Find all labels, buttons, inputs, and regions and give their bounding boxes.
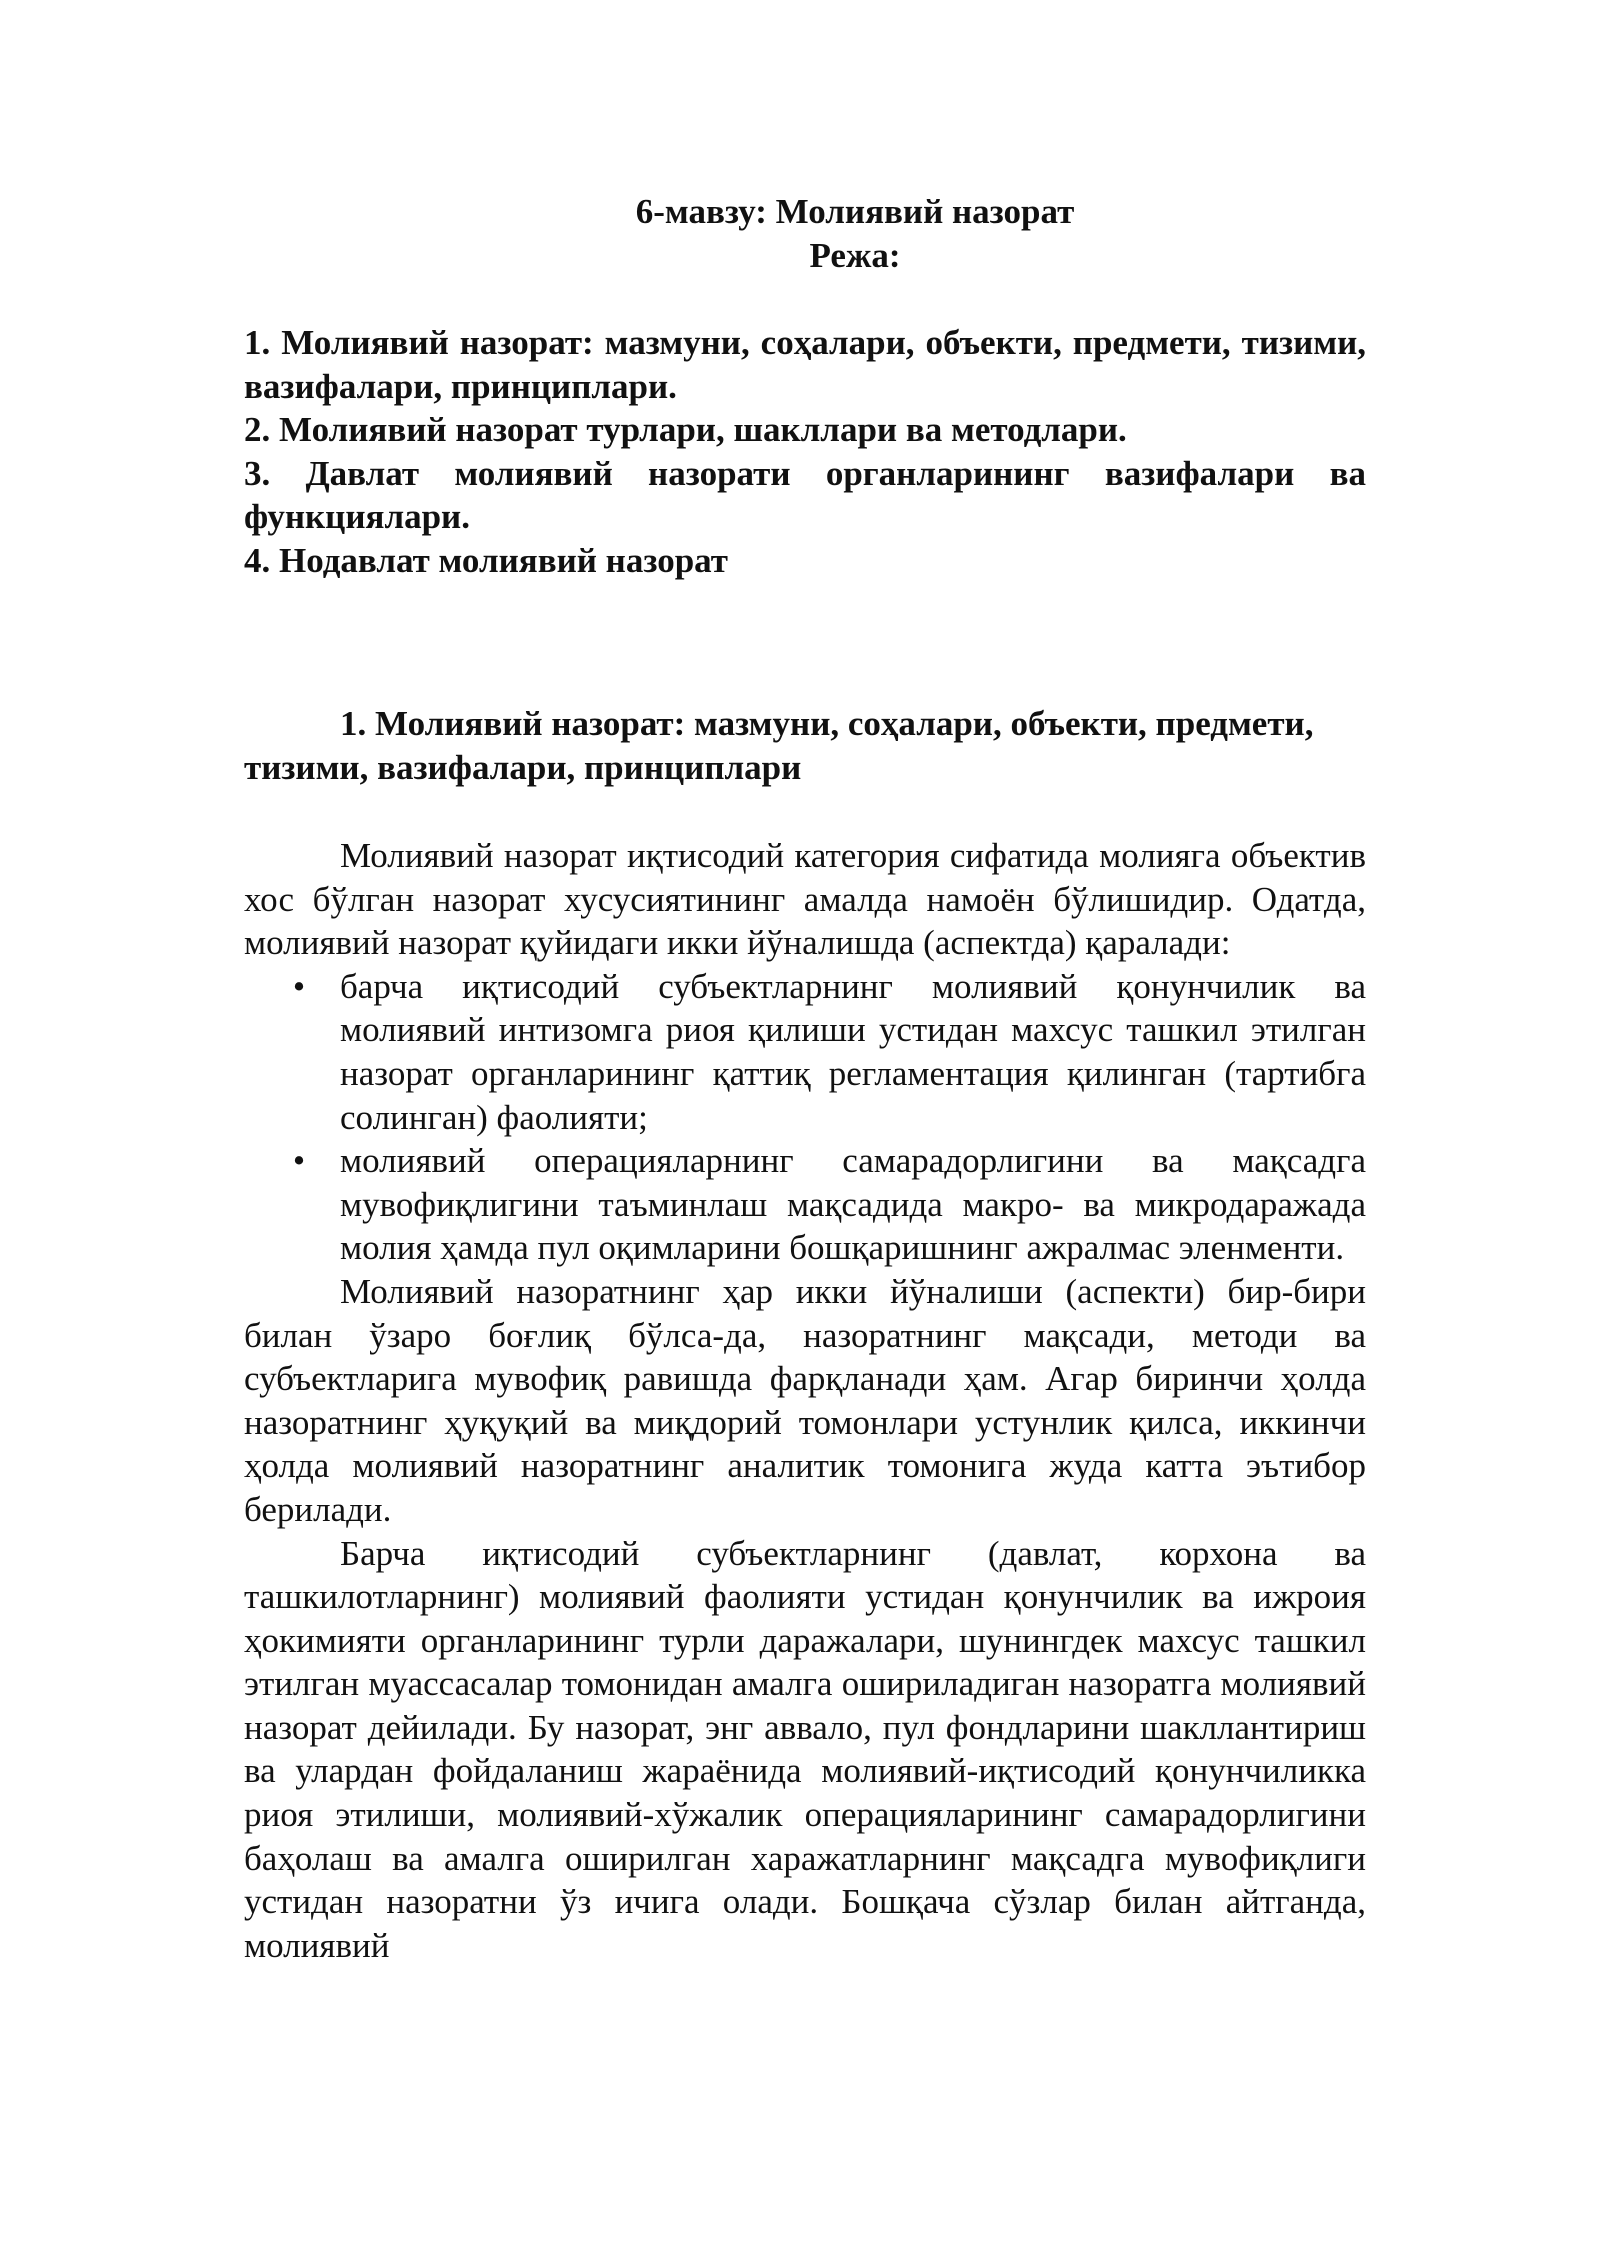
- body-text: [244, 834, 1366, 1967]
- plan-item-4: 4. Нодавлат молиявий назорат: [244, 540, 728, 580]
- plan-list: [244, 321, 1366, 582]
- bullet-icon: •: [292, 1141, 306, 1181]
- bullet-list: [244, 965, 1366, 1270]
- paragraph-2: Молиявий назоратнинг ҳар икки йўналиши (аспекти) бир-бири билан ўзаро боғлиқ бўлса-да, назоратнинг мақсади, методи ва субъектларига мувофиқ равишда фарқланади ҳам. Агар биринчи ҳолда назоратнинг ҳуқуқий ва миқдорий томонлари устунлик қилса, иккинчи ҳолда молиявий назоратнинг аналитик томонига жуда катта эътибор берилади.: [244, 1271, 1366, 1529]
- bullet-text-2: молиявий операцияларнинг самарадорлигини ва мақсадга мувофиқлигини таъминлаш мақсадида макро- ва микродаражада молия ҳамда пул оқимларини бошқаришнинг ажралмас эленменти.: [340, 1141, 1366, 1268]
- plan-item-2: 2. Молиявий назорат турлари, шакллари ва методлари.: [244, 410, 1127, 449]
- plan-item-3: 3. Давлат молиявий назорати органларининг вазифалари ва функциялари.: [244, 453, 1366, 536]
- section-heading: 1. Молиявий назорат: мазмуни, соҳалари, объекти, предмети, тизими, вазифалари, принциплари: [244, 704, 1314, 787]
- bullet-item-2: [292, 1139, 1366, 1270]
- title-block: [244, 190, 1366, 278]
- plan-title: Режа:: [809, 236, 901, 275]
- bullet-item-1: [292, 965, 1366, 1139]
- paragraph-3: Барча иқтисодий субъектларнинг (давлат, корхона ва ташкилотларнинг) молиявий фаолияти устидан қонунчилик ва ижроия ҳокимияти органларининг турли даражалари, шунингдек махсус ташкил этилган муассасалар томонидан амалга ошириладиган назоратга молиявий назорат дейилади. Бу назорат, энг аввало, пул фондларини шакллантириш ва улардан фойдаланиш жараёнида молиявий-иқтисодий қонунчиликка риоя этилиши, молиявий-хўжалик операцияларининг самарадорлигини баҳолаш ва амалга оширилган харажатларнинг мақсадга мувофиқлиги устидан назоратни ўз ичига олади. Бошқача сўзлар билан айтганда, молиявий: [244, 1533, 1366, 1965]
- paragraph-1: Молиявий назорат иқтисодий категория сифатида молияга объектив хос бўлган назорат хусусиятининг амалда намоён бўлишидир. Одатда, молиявий назорат қуйидаги икки йўналишда (аспектда) қаралади:: [244, 836, 1366, 963]
- bullet-text-1: барча иқтисодий субъектларнинг молиявий қонунчилик ва молиявий интизомга риоя қилиши устидан махсус ташкил этилган назорат органларининг қаттиқ регламентация қилинган (тартибга солинган) фаолияти;: [340, 966, 1366, 1137]
- document-page: [244, 190, 1366, 1967]
- bullet-icon: •: [292, 966, 306, 1006]
- topic-title: 6-мавзу: Молиявий назорат: [635, 192, 1075, 231]
- plan-item-1: 1. Молиявий назорат: мазмуни, соҳалари, объекти, предмети, тизими, вазифалари, принциплари.: [244, 323, 1366, 406]
